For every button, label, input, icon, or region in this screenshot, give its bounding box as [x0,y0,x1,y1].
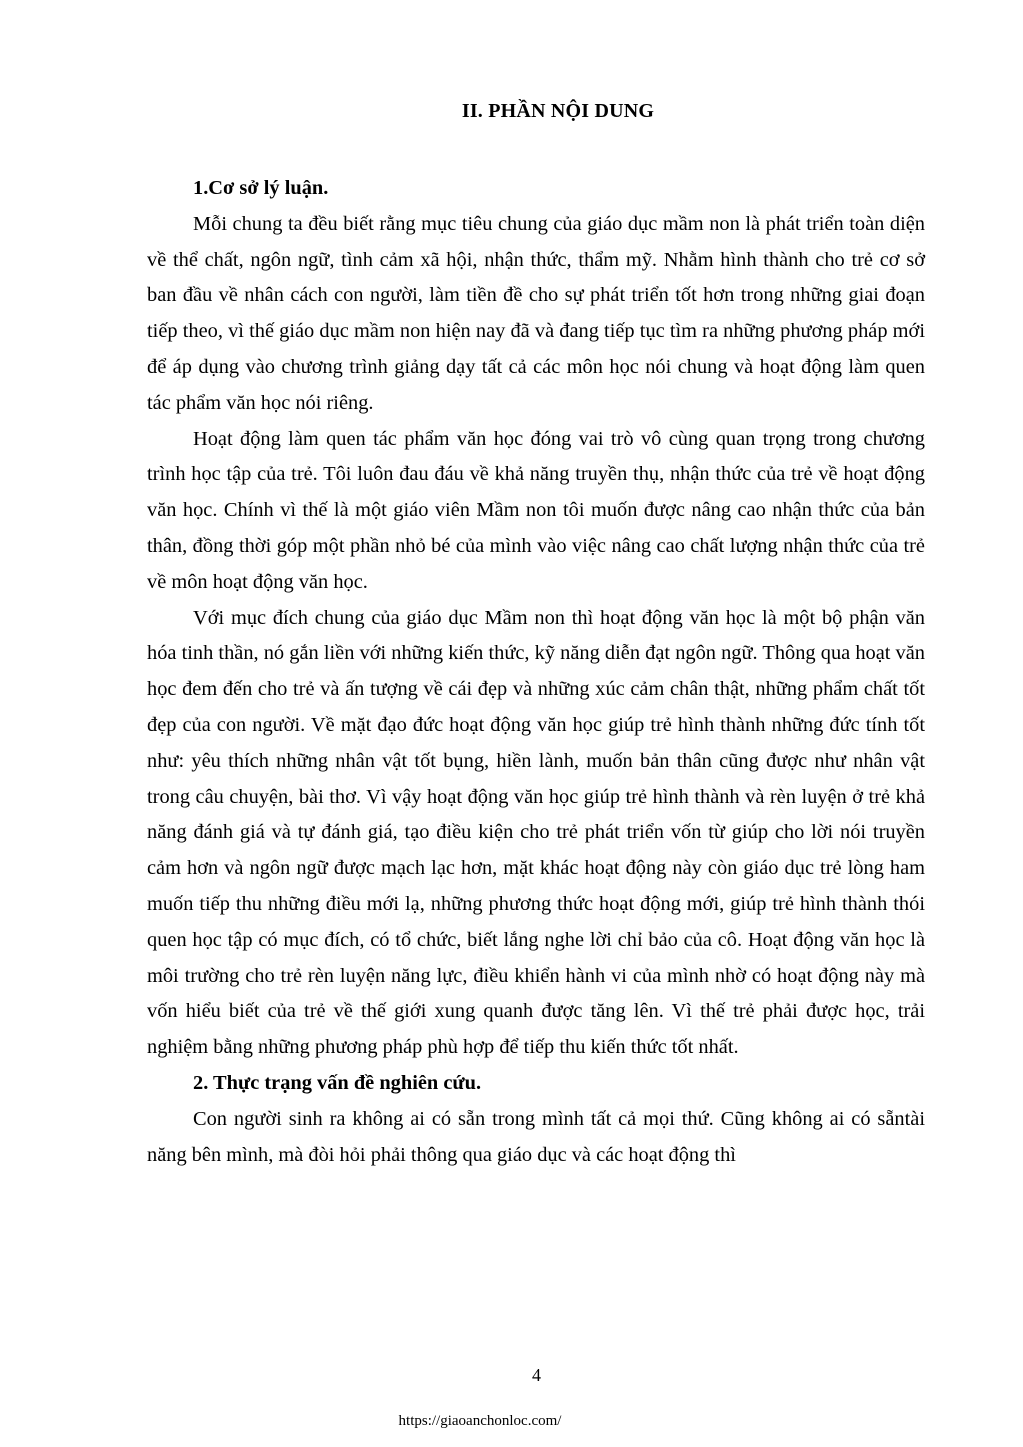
paragraph: Con người sinh ra không ai có sẵn trong mình tất cả mọi thứ. Cũng không ai có sẵntài năng bên mình, mà đòi hỏi phải thông qua giáo dục và các hoạt động thì [147,1107,925,1166]
paragraph: Với mục đích chung của giáo dục Mầm non thì hoạt động văn học là một bộ phận văn hóa tinh thần, nó gắn liền với những kiến thức, kỹ năng diễn đạt ngôn ngữ. Thông qua hoạt văn học đem đến cho trẻ và ấn tượng về cái đẹp và những xúc cảm chân thật, những phẩm chất tốt đẹp của con người. Về mặt đạo đức hoạt động văn học giúp trẻ hình thành những đức tính tốt như: yêu thích những nhân vật tốt bụng, hiền lành, muốn bản thân cũng được như nhân vật trong câu chuyện, bài thơ. Vì vậy hoạt động văn học giúp trẻ hình thành và rèn luyện ở trẻ khả năng đánh giá và tự đánh giá, tạo điều kiện cho trẻ phát triển vốn từ giúp cho lời nói truyền cảm hơn và ngôn ngữ được mạch lạc hơn, mặt khác hoạt động này còn giáo dục trẻ lòng ham muốn tiếp thu những điều mới lạ, những phương thức hoạt động mới, giúp trẻ hình thành thói quen học tập có mục đích, có tổ chức, biết lắng nghe lời chỉ bảo của cô. Hoạt động văn học là môi trường cho trẻ rèn luyện năng lực, điều khiển hành vi của mình nhờ có hoạt động này mà vốn hiểu biết của trẻ về thế giới xung quanh được tăng lên. Vì thế trẻ phải được học, trải nghiệm bằng những phương pháp phù hợp để tiếp thu kiến thức tốt nhất. [147,606,925,1059]
document-body [147,171,925,1173]
paragraph: Mỗi chung ta đều biết rằng mục tiêu chung của giáo dục mầm non là phát triển toàn diện về thể chất, ngôn ngữ, tình cảm xã hội, nhận thức, thẩm mỹ. Nhằm hình thành cho trẻ cơ sở ban đầu về nhân cách con người, làm tiền đề cho sự phát triển tốt hơn trong những giai đoạn tiếp theo, vì thế giáo dục mầm non hiện nay đã và đang tiếp tục tìm ra những phương pháp mới để áp dụng vào chương trình giảng dạy tất cả các môn học nói chung và hoạt động làm quen tác phẩm văn học nói riêng. [147,212,925,414]
page-number: 4 [532,1365,541,1385]
footer-url: https://giaoanchonloc.com/ [398,1413,562,1429]
heading-theory: 1.Cơ sở lý luận. [193,177,329,199]
paragraph: Hoạt động làm quen tác phẩm văn học đóng vai trò vô cùng quan trọng trong chương trình học tập của trẻ. Tôi luôn đau đáu về khả năng truyền thụ, nhận thức của trẻ về hoạt động văn học. Chính vì thế là một giáo viên Mầm non tôi muốn được nâng cao nhận thức của bản thân, đồng thời góp một phần nhỏ bé của mình vào việc nâng cao chất lượng nhận thức của trẻ về môn hoạt động văn học. [147,427,925,593]
heading-current-state: 2. Thực trạng vấn đề nghiên cứu. [193,1071,482,1094]
section-title: II. PHẦN NỘI DUNG [461,100,655,122]
